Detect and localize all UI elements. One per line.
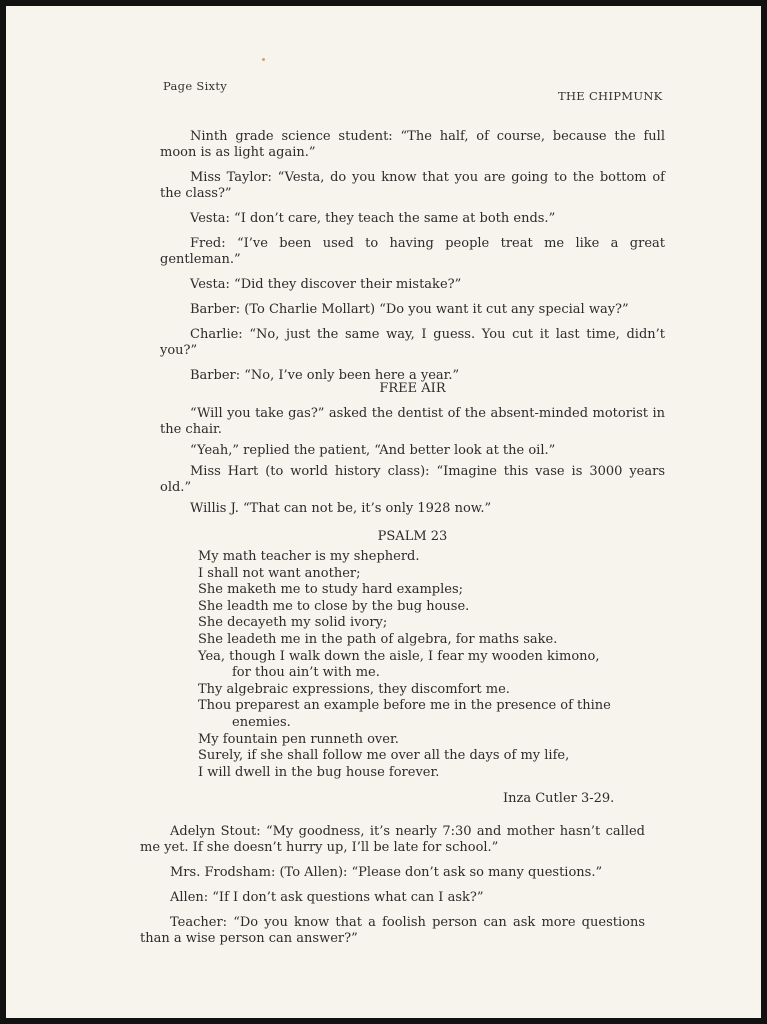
joke-paragraph: Vesta: “I don’t care, they teach the same at both ends.”: [190, 211, 556, 226]
poem-line: She leadth me to close by the bug house.: [198, 598, 470, 614]
paper-speck: [262, 58, 265, 61]
poem-line: Surely, if she shall follow me over all the days of my life,: [198, 748, 570, 764]
joke-paragraph: “Will you take gas?” asked the dentist of the absent-minded motorist in the chair.: [160, 406, 665, 437]
psalm-title: PSALM 23: [377, 529, 448, 544]
joke-paragraph: Charlie: “No, just the same way, I guess. You cut it last time, didn’t you?”: [160, 327, 665, 358]
jokes-bottom-section: [140, 824, 645, 956]
poem-line: She leadeth me in the path of algebra, for maths sake.: [198, 631, 558, 647]
jokes-top-section: [160, 129, 665, 393]
joke-paragraph: Barber: “No, I’ve only been here a year.”: [190, 368, 460, 383]
poem-line: My math teacher is my shepherd.: [198, 549, 420, 564]
poem-line: I shall not want another;: [198, 565, 361, 581]
joke-paragraph: Miss Hart (to world history class): “Imagine this vase is 3000 years old.”: [160, 464, 665, 495]
joke-paragraph: Teacher: “Do you know that a foolish person can ask more questions than a wise person can answer?”: [140, 915, 645, 946]
joke-paragraph: Miss Taylor: “Vesta, do you know that you are going to the bottom of the class?”: [160, 170, 665, 201]
poem-line: Thou preparest an example before me in the presence of thine: [198, 698, 611, 714]
joke-paragraph: Allen: “If I don’t ask questions what can I ask?”: [170, 890, 484, 905]
poem-line: Thy algebraic expressions, they discomfort me.: [198, 681, 510, 697]
poem-line: She maketh me to study hard examples;: [198, 582, 464, 598]
joke-paragraph: “Yeah,” replied the patient, “And better look at the oil.”: [190, 443, 556, 458]
joke-paragraph: Willis J. “That can not be, it’s only 1928 now.”: [190, 501, 492, 516]
joke-paragraph: Barber: (To Charlie Mollart) “Do you want it cut any special way?”: [190, 302, 629, 317]
free-air-section: [160, 406, 665, 522]
joke-paragraph: Vesta: “Did they discover their mistake?”: [190, 277, 462, 292]
page-number-label: Page Sixty: [163, 79, 228, 93]
joke-paragraph: Adelyn Stout: “My goodness, it’s nearly 7:30 and mother hasn’t called me yet. If she doesn’t hurry up, I’ll be late for school.”: [140, 824, 645, 855]
poem-line: She decayeth my solid ivory;: [198, 615, 388, 631]
poem-line: for thou ain’t with me.: [232, 665, 380, 681]
poem-line: My fountain pen runneth over.: [198, 731, 399, 747]
joke-paragraph: Ninth grade science student: “The half, of course, because the full moon is as light again.”: [160, 129, 665, 160]
poem-signature: Inza Cutler 3-29.: [503, 791, 615, 806]
poem-line: enemies.: [232, 714, 291, 730]
psalm-poem: [198, 549, 658, 781]
free-air-title: FREE AIR: [379, 381, 446, 396]
poem-line: I will dwell in the bug house forever.: [198, 764, 440, 780]
joke-paragraph: Mrs. Frodsham: (To Allen): “Please don’t ask so many questions.”: [170, 865, 603, 880]
poem-line: Yea, though I walk down the aisle, I fear my wooden kimono,: [198, 648, 600, 664]
document-page: [6, 6, 761, 1018]
joke-paragraph: Fred: “I’ve been used to having people treat me like a great gentleman.”: [160, 236, 665, 267]
publication-title: THE CHIPMUNK: [558, 89, 663, 103]
